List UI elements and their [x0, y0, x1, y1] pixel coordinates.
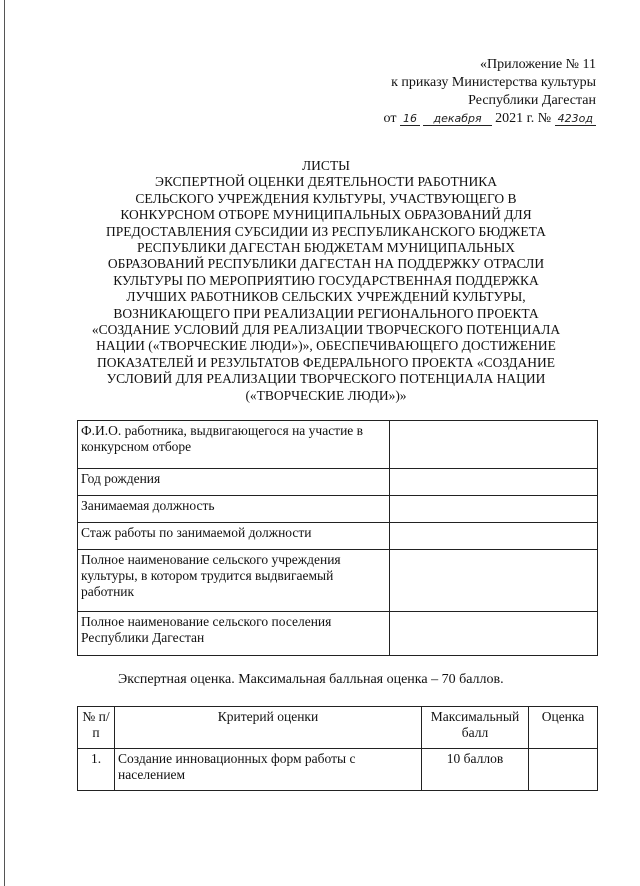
info-value-cell: [390, 496, 598, 523]
info-value-cell: [390, 612, 598, 656]
table-row: [78, 550, 598, 612]
title-line: СЕЛЬСКОГО УЧРЕЖДЕНИЯ КУЛЬТУРЫ, УЧАСТВУЮЩЕГО В: [135, 190, 517, 206]
info-label: Занимаемая должность: [78, 496, 390, 523]
info-label: Год рождения: [78, 469, 390, 496]
table-row: [78, 749, 598, 791]
criterion-text: Создание инновационных форм работы с населением: [115, 749, 422, 791]
title-line: («ТВОРЧЕСКИЕ ЛЮДИ»)»: [245, 387, 407, 403]
info-value-cell: [390, 469, 598, 496]
appendix-header: [384, 56, 596, 128]
title-line: ОБРАЗОВАНИЙ РЕСПУБЛИКИ ДАГЕСТАН НА ПОДДЕРЖКУ ОТРАСЛИ: [107, 256, 545, 272]
score-note: Экспертная оценка. Максимальная балльная оценка – 70 баллов.: [118, 672, 504, 687]
scan-edge-line: [4, 0, 5, 886]
appendix-line-3: Республики Дагестан: [468, 93, 596, 108]
title-line: ЭКСПЕРТНОЙ ОЦЕНКИ ДЕЯТЕЛЬНОСТИ РАБОТНИКА: [155, 174, 497, 190]
title-line: КОНКУРСНОМ ОТБОРЕ МУНИЦИПАЛЬНЫХ ОБРАЗОВАНИЙ ДЛЯ: [120, 207, 532, 223]
criteria-table: [77, 706, 598, 791]
info-label: Ф.И.О. работника, выдвигающегося на участие в конкурсном отборе: [78, 421, 390, 469]
date-prefix: от: [383, 111, 397, 126]
criterion-max: 10 баллов: [422, 749, 529, 791]
appendix-line-2: к приказу Министерства культуры: [391, 75, 596, 90]
table-row: [78, 523, 598, 550]
appendix-line-1: «Приложение № 11: [480, 57, 596, 72]
info-label: Полное наименование сельского поселения Республики Дагестан: [78, 612, 390, 656]
header-score: Оценка: [529, 707, 598, 749]
info-label: Полное наименование сельского учреждения культуры, в котором трудится выдвигаемый работник: [78, 550, 390, 612]
info-value-cell: [390, 550, 598, 612]
criteria-header-row: [78, 707, 598, 749]
table-row: [78, 496, 598, 523]
title-line: ПРЕДОСТАВЛЕНИЯ СУБСИДИИ ИЗ РЕСПУБЛИКАНСКОГО БЮДЖЕТА: [106, 223, 546, 239]
title-line: УСЛОВИЙ ДЛЯ РЕАЛИЗАЦИИ ТВОРЧЕСКОГО ПОТЕНЦИАЛА НАЦИИ: [106, 371, 546, 387]
title-line: РЕСПУБЛИКИ ДАГЕСТАН БЮДЖЕТАМ МУНИЦИПАЛЬНЫХ: [136, 240, 516, 256]
info-value-cell: [390, 421, 598, 469]
title-line: «СОЗДАНИЕ УСЛОВИЙ ДЛЯ РЕАЛИЗАЦИИ ТВОРЧЕСКОГО ПОТЕНЦИАЛА: [91, 322, 561, 338]
header-criterion: Критерий оценки: [115, 707, 422, 749]
table-row: [78, 421, 598, 469]
title-line: КУЛЬТУРЫ ПО МЕРОПРИЯТИЮ ГОСУДАРСТВЕННАЯ ПОДДЕРЖКА: [113, 272, 539, 288]
appendix-date-line: [384, 110, 596, 128]
title-line: ВОЗНИКАЮЩЕГО ПРИ РЕАЛИЗАЦИИ РЕГИОНАЛЬНОГО ПРОЕКТА: [113, 305, 539, 321]
year-and-number-label: 2021 г. №: [495, 111, 552, 126]
criterion-score: [529, 749, 598, 791]
info-label: Стаж работы по занимаемой должности: [78, 523, 390, 550]
handwritten-month: декабря: [423, 112, 491, 126]
title-line: НАЦИИ («ТВОРЧЕСКИЕ ЛЮДИ»)», ОБЕСПЕЧИВАЮЩЕГО ДОСТИЖЕНИЕ: [96, 338, 556, 354]
title-line: ЛУЧШИХ РАБОТНИКОВ СЕЛЬСКИХ УЧРЕЖДЕНИЙ КУЛЬТУРЫ,: [126, 289, 526, 305]
header-max-score: Максимальный балл: [422, 707, 529, 749]
table-row: [78, 469, 598, 496]
criterion-num: 1.: [78, 749, 115, 791]
handwritten-order-number: 423од: [555, 112, 596, 126]
handwritten-day: 16: [400, 112, 420, 126]
title-line: ЛИСТЫ: [302, 158, 350, 173]
header-num: № п/п: [78, 707, 115, 749]
document-title: [70, 158, 582, 404]
title-line: ПОКАЗАТЕЛЕЙ И РЕЗУЛЬТАТОВ ФЕДЕРАЛЬНОГО ПРОЕКТА «СОЗДАНИЕ: [97, 354, 555, 370]
info-value-cell: [390, 523, 598, 550]
employee-info-table: [77, 420, 598, 656]
table-row: [78, 612, 598, 656]
